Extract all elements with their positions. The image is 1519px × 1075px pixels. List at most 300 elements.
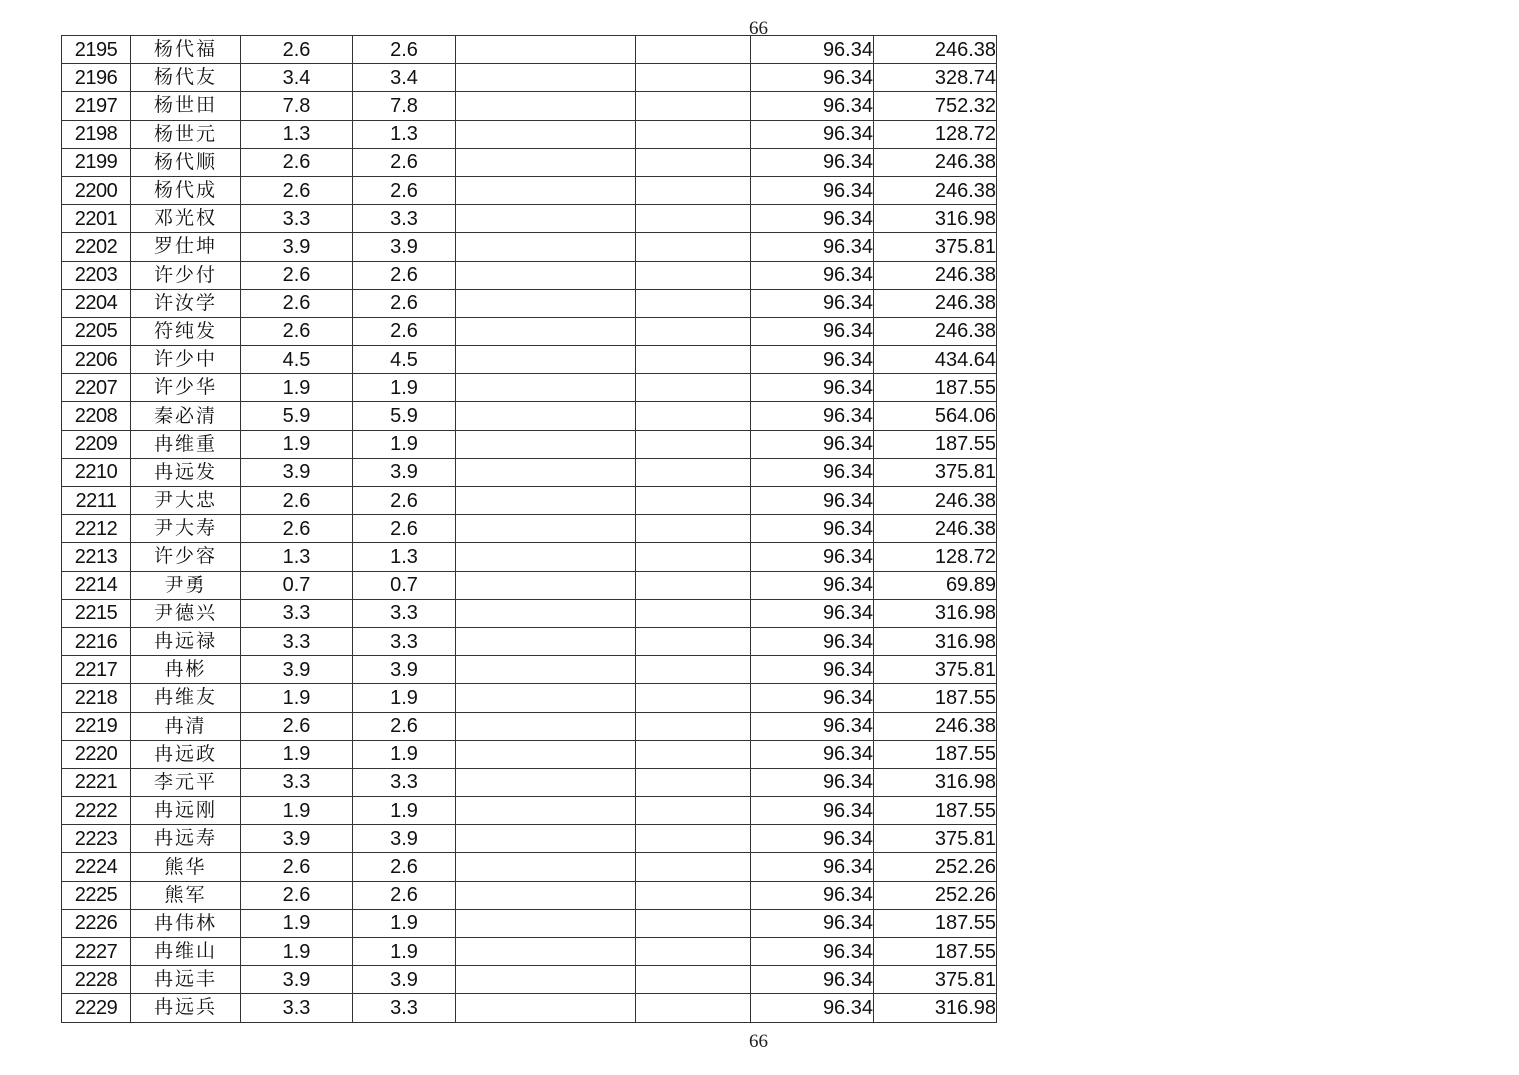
name-cell: 杨世田 (131, 92, 241, 120)
table-row (62, 797, 997, 825)
row-number-cell: 2216 (62, 627, 131, 655)
empty-cell (456, 515, 636, 543)
row-number-cell: 2217 (62, 656, 131, 684)
amount-cell: 187.55 (874, 938, 997, 966)
amount-cell: 246.38 (874, 515, 997, 543)
empty-cell (636, 627, 751, 655)
empty-cell (456, 684, 636, 712)
rate-cell: 96.34 (751, 64, 874, 92)
area-b-cell: 4.5 (353, 346, 456, 374)
empty-cell (636, 261, 751, 289)
row-number-cell: 2196 (62, 64, 131, 92)
rate-cell: 96.34 (751, 853, 874, 881)
rate-cell: 96.34 (751, 176, 874, 204)
area-b-cell: 3.4 (353, 64, 456, 92)
row-number-cell: 2199 (62, 148, 131, 176)
amount-cell: 328.74 (874, 64, 997, 92)
amount-cell: 187.55 (874, 797, 997, 825)
empty-cell (636, 712, 751, 740)
rate-cell: 96.34 (751, 599, 874, 627)
amount-cell: 316.98 (874, 599, 997, 627)
rate-cell: 96.34 (751, 148, 874, 176)
table-row (62, 712, 997, 740)
table-row (62, 374, 997, 402)
rate-cell: 96.34 (751, 487, 874, 515)
area-b-cell: 1.9 (353, 684, 456, 712)
row-number-cell: 2198 (62, 120, 131, 148)
row-number-cell: 2226 (62, 909, 131, 937)
area-a-cell: 2.6 (241, 712, 353, 740)
name-cell: 尹大寿 (131, 515, 241, 543)
row-number-cell: 2202 (62, 233, 131, 261)
amount-cell: 128.72 (874, 543, 997, 571)
amount-cell: 187.55 (874, 430, 997, 458)
row-number-cell: 2209 (62, 430, 131, 458)
amount-cell: 187.55 (874, 740, 997, 768)
row-number-cell: 2220 (62, 740, 131, 768)
empty-cell (636, 571, 751, 599)
empty-cell (636, 797, 751, 825)
name-cell: 冉清 (131, 712, 241, 740)
empty-cell (456, 881, 636, 909)
name-cell: 冉伟林 (131, 909, 241, 937)
area-a-cell: 3.9 (241, 656, 353, 684)
empty-cell (636, 92, 751, 120)
table-row (62, 627, 997, 655)
area-b-cell: 3.3 (353, 994, 456, 1022)
name-cell: 尹勇 (131, 571, 241, 599)
row-number-cell: 2227 (62, 938, 131, 966)
empty-cell (636, 853, 751, 881)
area-a-cell: 1.9 (241, 430, 353, 458)
area-a-cell: 2.6 (241, 148, 353, 176)
empty-cell (456, 768, 636, 796)
row-number-cell: 2211 (62, 487, 131, 515)
row-number-cell: 2201 (62, 205, 131, 233)
row-number-cell: 2195 (62, 36, 131, 64)
empty-cell (636, 402, 751, 430)
name-cell: 罗仕坤 (131, 233, 241, 261)
name-cell: 许少付 (131, 261, 241, 289)
amount-cell: 375.81 (874, 233, 997, 261)
empty-cell (456, 148, 636, 176)
area-b-cell: 3.3 (353, 205, 456, 233)
name-cell: 尹德兴 (131, 599, 241, 627)
rate-cell: 96.34 (751, 938, 874, 966)
empty-cell (456, 402, 636, 430)
amount-cell: 316.98 (874, 627, 997, 655)
area-b-cell: 3.9 (353, 825, 456, 853)
name-cell: 杨代福 (131, 36, 241, 64)
empty-cell (456, 487, 636, 515)
table-row (62, 205, 997, 233)
area-b-cell: 1.3 (353, 120, 456, 148)
amount-cell: 252.26 (874, 853, 997, 881)
empty-cell (636, 825, 751, 853)
name-cell: 冉远刚 (131, 797, 241, 825)
empty-cell (456, 627, 636, 655)
empty-cell (636, 768, 751, 796)
area-a-cell: 4.5 (241, 346, 353, 374)
rate-cell: 96.34 (751, 684, 874, 712)
row-number-cell: 2222 (62, 797, 131, 825)
area-b-cell: 7.8 (353, 92, 456, 120)
area-b-cell: 3.3 (353, 768, 456, 796)
row-number-cell: 2197 (62, 92, 131, 120)
table-row (62, 543, 997, 571)
amount-cell: 375.81 (874, 458, 997, 486)
name-cell: 李元平 (131, 768, 241, 796)
area-b-cell: 1.9 (353, 938, 456, 966)
empty-cell (456, 571, 636, 599)
table-row (62, 430, 997, 458)
table-row (62, 261, 997, 289)
row-number-cell: 2210 (62, 458, 131, 486)
area-b-cell: 2.6 (353, 317, 456, 345)
area-a-cell: 2.6 (241, 317, 353, 345)
name-cell: 杨世元 (131, 120, 241, 148)
table-row (62, 909, 997, 937)
empty-cell (456, 346, 636, 374)
rate-cell: 96.34 (751, 627, 874, 655)
area-a-cell: 7.8 (241, 92, 353, 120)
rate-cell: 96.34 (751, 205, 874, 233)
row-number-cell: 2223 (62, 825, 131, 853)
empty-cell (456, 825, 636, 853)
amount-cell: 246.38 (874, 487, 997, 515)
amount-cell: 187.55 (874, 374, 997, 402)
ledger-body (62, 36, 997, 1023)
empty-cell (636, 205, 751, 233)
empty-cell (636, 740, 751, 768)
area-a-cell: 3.3 (241, 627, 353, 655)
table-row (62, 120, 997, 148)
name-cell: 冉远兵 (131, 994, 241, 1022)
rate-cell: 96.34 (751, 712, 874, 740)
empty-cell (456, 205, 636, 233)
empty-cell (456, 599, 636, 627)
amount-cell: 128.72 (874, 120, 997, 148)
area-a-cell: 3.3 (241, 205, 353, 233)
amount-cell: 434.64 (874, 346, 997, 374)
area-b-cell: 2.6 (353, 261, 456, 289)
area-a-cell: 3.9 (241, 233, 353, 261)
rate-cell: 96.34 (751, 374, 874, 402)
area-b-cell: 2.6 (353, 515, 456, 543)
empty-cell (636, 36, 751, 64)
name-cell: 冉彬 (131, 656, 241, 684)
area-a-cell: 2.6 (241, 176, 353, 204)
table-row (62, 571, 997, 599)
amount-cell: 246.38 (874, 317, 997, 345)
row-number-cell: 2207 (62, 374, 131, 402)
amount-cell: 246.38 (874, 176, 997, 204)
table-row (62, 966, 997, 994)
row-number-cell: 2212 (62, 515, 131, 543)
rate-cell: 96.34 (751, 430, 874, 458)
area-a-cell: 3.3 (241, 768, 353, 796)
area-a-cell: 1.9 (241, 797, 353, 825)
area-a-cell: 1.9 (241, 938, 353, 966)
rate-cell: 96.34 (751, 966, 874, 994)
row-number-cell: 2215 (62, 599, 131, 627)
table-row (62, 515, 997, 543)
area-a-cell: 3.3 (241, 994, 353, 1022)
area-b-cell: 5.9 (353, 402, 456, 430)
row-number-cell: 2229 (62, 994, 131, 1022)
name-cell: 熊军 (131, 881, 241, 909)
area-a-cell: 3.9 (241, 966, 353, 994)
amount-cell: 564.06 (874, 402, 997, 430)
table-row (62, 740, 997, 768)
table-row (62, 487, 997, 515)
amount-cell: 246.38 (874, 36, 997, 64)
area-b-cell: 3.3 (353, 627, 456, 655)
area-a-cell: 3.3 (241, 599, 353, 627)
rate-cell: 96.34 (751, 994, 874, 1022)
name-cell: 许少中 (131, 346, 241, 374)
table-row (62, 656, 997, 684)
rate-cell: 96.34 (751, 740, 874, 768)
rate-cell: 96.34 (751, 120, 874, 148)
name-cell: 符纯发 (131, 317, 241, 345)
empty-cell (636, 938, 751, 966)
empty-cell (456, 317, 636, 345)
empty-cell (456, 92, 636, 120)
rate-cell: 96.34 (751, 402, 874, 430)
table-row (62, 994, 997, 1022)
name-cell: 冉远发 (131, 458, 241, 486)
rate-cell: 96.34 (751, 346, 874, 374)
rate-cell: 96.34 (751, 261, 874, 289)
row-number-cell: 2204 (62, 289, 131, 317)
area-a-cell: 3.9 (241, 458, 353, 486)
area-b-cell: 2.6 (353, 853, 456, 881)
empty-cell (456, 994, 636, 1022)
empty-cell (636, 148, 751, 176)
area-a-cell: 3.9 (241, 825, 353, 853)
empty-cell (636, 430, 751, 458)
area-b-cell: 2.6 (353, 176, 456, 204)
area-b-cell: 1.9 (353, 909, 456, 937)
rate-cell: 96.34 (751, 909, 874, 937)
area-a-cell: 1.9 (241, 684, 353, 712)
area-a-cell: 1.3 (241, 543, 353, 571)
empty-cell (456, 430, 636, 458)
empty-cell (456, 938, 636, 966)
area-b-cell: 3.9 (353, 656, 456, 684)
rate-cell: 96.34 (751, 797, 874, 825)
empty-cell (636, 374, 751, 402)
name-cell: 冉维重 (131, 430, 241, 458)
empty-cell (636, 994, 751, 1022)
name-cell: 冉维友 (131, 684, 241, 712)
area-b-cell: 3.9 (353, 966, 456, 994)
empty-cell (456, 261, 636, 289)
table-row (62, 36, 997, 64)
area-b-cell: 2.6 (353, 289, 456, 317)
amount-cell: 316.98 (874, 768, 997, 796)
rate-cell: 96.34 (751, 458, 874, 486)
amount-cell: 252.26 (874, 881, 997, 909)
rate-cell: 96.34 (751, 825, 874, 853)
table-row (62, 768, 997, 796)
area-b-cell: 3.3 (353, 599, 456, 627)
empty-cell (456, 909, 636, 937)
name-cell: 许少容 (131, 543, 241, 571)
amount-cell: 375.81 (874, 966, 997, 994)
amount-cell: 187.55 (874, 909, 997, 937)
area-b-cell: 2.6 (353, 487, 456, 515)
area-b-cell: 1.9 (353, 740, 456, 768)
rate-cell: 96.34 (751, 543, 874, 571)
table-row (62, 853, 997, 881)
row-number-cell: 2228 (62, 966, 131, 994)
empty-cell (636, 487, 751, 515)
empty-cell (636, 543, 751, 571)
empty-cell (636, 64, 751, 92)
area-b-cell: 1.3 (353, 543, 456, 571)
empty-cell (456, 233, 636, 261)
table-row (62, 92, 997, 120)
name-cell: 冉远丰 (131, 966, 241, 994)
rate-cell: 96.34 (751, 768, 874, 796)
name-cell: 冉远寿 (131, 825, 241, 853)
empty-cell (636, 120, 751, 148)
name-cell: 尹大忠 (131, 487, 241, 515)
empty-cell (636, 289, 751, 317)
table-row (62, 233, 997, 261)
amount-cell: 316.98 (874, 205, 997, 233)
name-cell: 杨代友 (131, 64, 241, 92)
area-b-cell: 0.7 (353, 571, 456, 599)
empty-cell (636, 684, 751, 712)
page-number-top: 66 (749, 18, 768, 39)
row-number-cell: 2200 (62, 176, 131, 204)
empty-cell (456, 656, 636, 684)
empty-cell (636, 515, 751, 543)
area-b-cell: 1.9 (353, 797, 456, 825)
row-number-cell: 2206 (62, 346, 131, 374)
name-cell: 秦必清 (131, 402, 241, 430)
area-a-cell: 1.9 (241, 740, 353, 768)
area-b-cell: 2.6 (353, 712, 456, 740)
amount-cell: 69.89 (874, 571, 997, 599)
empty-cell (456, 36, 636, 64)
area-a-cell: 2.6 (241, 853, 353, 881)
row-number-cell: 2203 (62, 261, 131, 289)
empty-cell (456, 966, 636, 994)
amount-cell: 246.38 (874, 261, 997, 289)
table-row (62, 346, 997, 374)
row-number-cell: 2214 (62, 571, 131, 599)
name-cell: 熊华 (131, 853, 241, 881)
rate-cell: 96.34 (751, 515, 874, 543)
table-row (62, 881, 997, 909)
empty-cell (456, 289, 636, 317)
area-a-cell: 0.7 (241, 571, 353, 599)
area-b-cell: 3.9 (353, 233, 456, 261)
name-cell: 杨代成 (131, 176, 241, 204)
empty-cell (456, 712, 636, 740)
empty-cell (636, 909, 751, 937)
name-cell: 冉维山 (131, 938, 241, 966)
amount-cell: 316.98 (874, 994, 997, 1022)
empty-cell (636, 966, 751, 994)
area-a-cell: 2.6 (241, 881, 353, 909)
empty-cell (456, 543, 636, 571)
row-number-cell: 2218 (62, 684, 131, 712)
area-a-cell: 1.3 (241, 120, 353, 148)
name-cell: 许汝学 (131, 289, 241, 317)
empty-cell (636, 458, 751, 486)
row-number-cell: 2224 (62, 853, 131, 881)
amount-cell: 246.38 (874, 289, 997, 317)
empty-cell (636, 176, 751, 204)
area-a-cell: 2.6 (241, 487, 353, 515)
area-a-cell: 2.6 (241, 36, 353, 64)
rate-cell: 96.34 (751, 571, 874, 599)
row-number-cell: 2221 (62, 768, 131, 796)
page-number-bottom: 66 (749, 1031, 768, 1052)
name-cell: 冉远禄 (131, 627, 241, 655)
rate-cell: 96.34 (751, 656, 874, 684)
table-row (62, 148, 997, 176)
area-b-cell: 3.9 (353, 458, 456, 486)
rate-cell: 96.34 (751, 92, 874, 120)
row-number-cell: 2205 (62, 317, 131, 345)
amount-cell: 375.81 (874, 825, 997, 853)
area-b-cell: 2.6 (353, 36, 456, 64)
area-b-cell: 1.9 (353, 430, 456, 458)
table-row (62, 825, 997, 853)
table-row (62, 289, 997, 317)
name-cell: 许少华 (131, 374, 241, 402)
amount-cell: 375.81 (874, 656, 997, 684)
empty-cell (636, 233, 751, 261)
area-a-cell: 2.6 (241, 261, 353, 289)
name-cell: 冉远政 (131, 740, 241, 768)
table-row (62, 176, 997, 204)
area-a-cell: 1.9 (241, 909, 353, 937)
amount-cell: 752.32 (874, 92, 997, 120)
area-b-cell: 1.9 (353, 374, 456, 402)
row-number-cell: 2219 (62, 712, 131, 740)
empty-cell (456, 176, 636, 204)
table-row (62, 599, 997, 627)
empty-cell (456, 374, 636, 402)
table-row (62, 317, 997, 345)
rate-cell: 96.34 (751, 289, 874, 317)
rate-cell: 96.34 (751, 881, 874, 909)
empty-cell (636, 656, 751, 684)
empty-cell (456, 120, 636, 148)
empty-cell (456, 853, 636, 881)
area-a-cell: 3.4 (241, 64, 353, 92)
area-a-cell: 2.6 (241, 515, 353, 543)
empty-cell (456, 797, 636, 825)
table-row (62, 938, 997, 966)
area-b-cell: 2.6 (353, 881, 456, 909)
name-cell: 杨代顺 (131, 148, 241, 176)
area-a-cell: 5.9 (241, 402, 353, 430)
table-row (62, 458, 997, 486)
area-a-cell: 1.9 (241, 374, 353, 402)
table-row (62, 402, 997, 430)
empty-cell (456, 64, 636, 92)
amount-cell: 187.55 (874, 684, 997, 712)
rate-cell: 96.34 (751, 36, 874, 64)
